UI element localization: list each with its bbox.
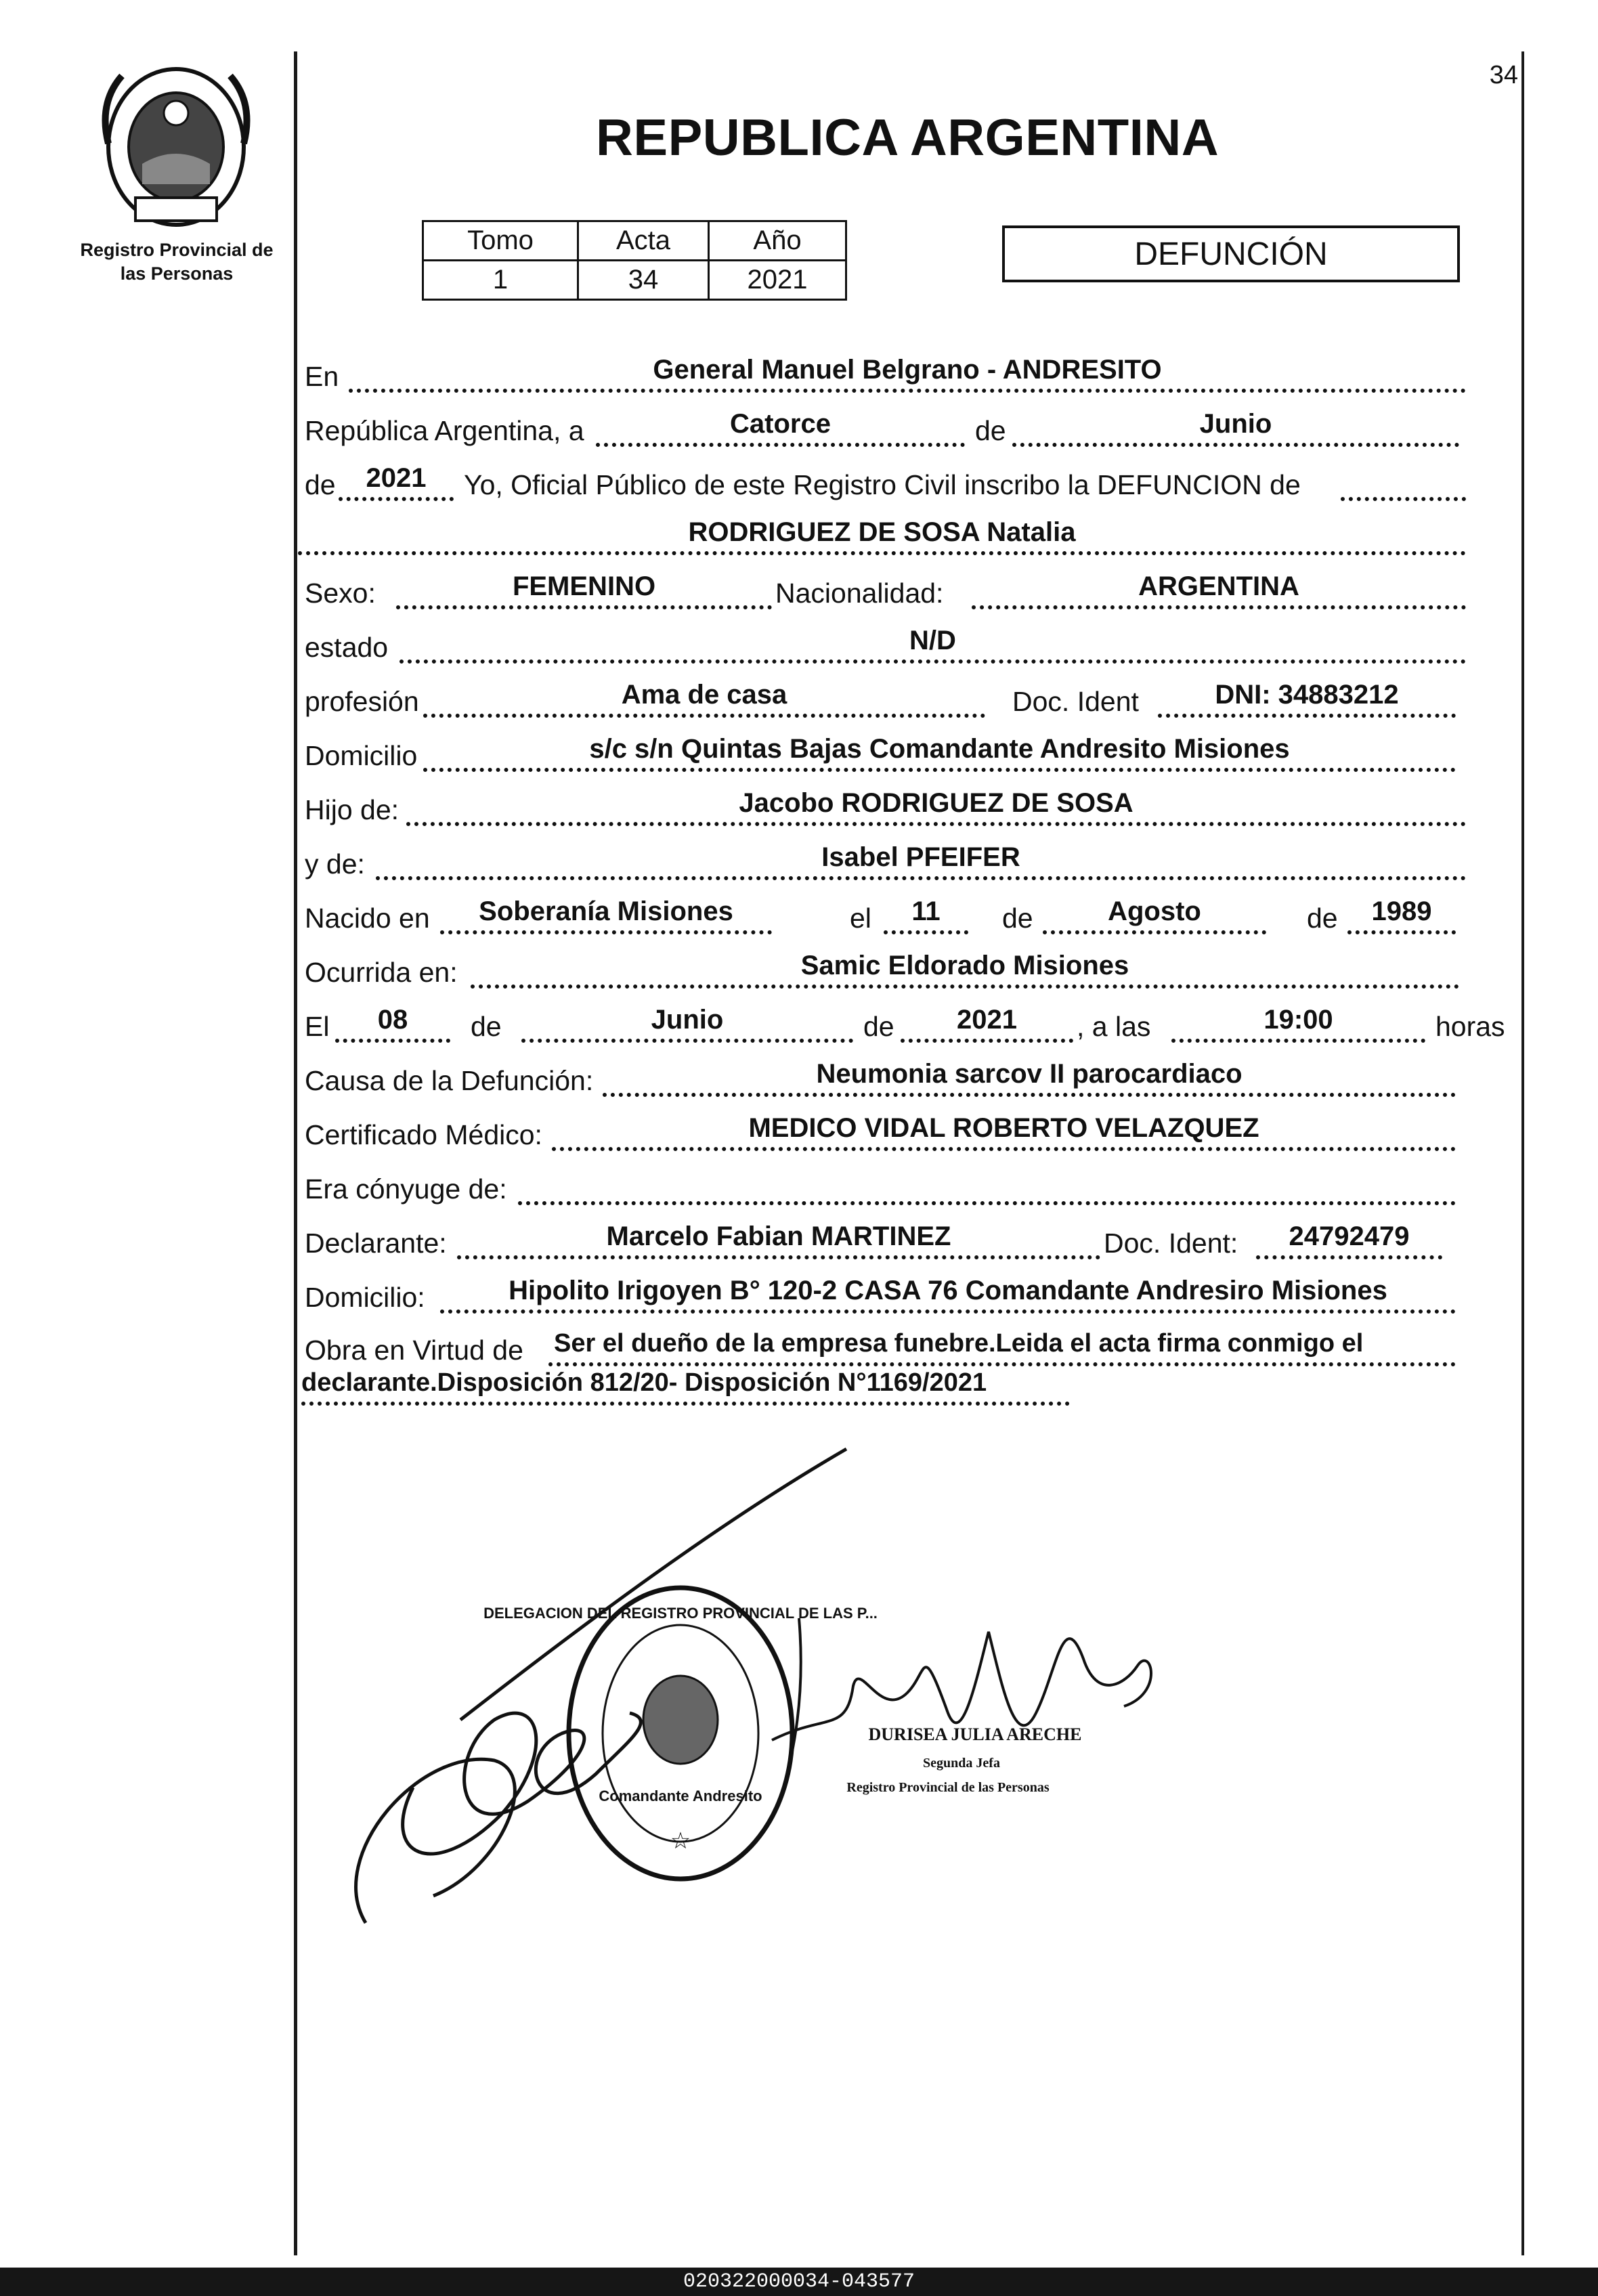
label-certificado: Certificado Médico:: [305, 1119, 542, 1150]
label-a-las: , a las: [1077, 1011, 1151, 1042]
registry-header-acta: Acta: [578, 221, 709, 261]
page-number: 34: [1489, 61, 1518, 89]
label-domicilio: Domicilio: [305, 740, 418, 771]
field-doc2: 24792479: [1256, 1219, 1442, 1259]
registry-value-acta: 34: [578, 261, 709, 300]
label-de-def-mes: de: [471, 1011, 502, 1042]
label-estado: estado: [305, 632, 389, 663]
field-doc: DNI: 34883212: [1158, 677, 1456, 718]
label-el-def: El: [305, 1011, 330, 1042]
label-de-nac-anio: de: [1307, 903, 1338, 934]
field-domicilio: s/c s/n Quintas Bajas Comandante Andresito Misiones: [423, 731, 1456, 772]
stamp-inner-text: Comandante Andresito: [599, 1788, 762, 1804]
field-nacionalidad: ARGENTINA: [972, 569, 1466, 609]
field-sexo: FEMENINO: [396, 569, 772, 609]
field-nac-dia: 11: [884, 894, 968, 934]
field-hora: 19:00: [1171, 1002, 1425, 1043]
registry-value-tomo: 1: [423, 261, 578, 300]
label-doc2: Doc. Ident:: [1104, 1228, 1238, 1259]
field-def-dia: 08: [335, 1002, 450, 1043]
left-margin-rule: [294, 51, 297, 2255]
field-domicilio2: Hipolito Irigoyen B° 120-2 CASA 76 Comandante Andresiro Misiones: [440, 1273, 1456, 1314]
label-en: En: [305, 361, 339, 392]
label-yo-text: Yo, Oficial Público de este Registro Civil inscribo la DEFUNCION de: [464, 469, 1301, 500]
field-nac-anio: 1989: [1347, 894, 1456, 934]
officer-org: Registro Provincial de las Personas: [846, 1780, 1050, 1795]
right-margin-rule: [1521, 51, 1524, 2255]
label-sexo: Sexo:: [305, 578, 376, 609]
field-profesion: Ama de casa: [423, 677, 985, 718]
page-title: REPUBLICA ARGENTINA: [596, 109, 1219, 167]
field-day-words: Catorce: [596, 406, 965, 447]
officer-name: DURISEA JULIA ARECHE: [868, 1725, 1082, 1744]
label-declarante: Declarante:: [305, 1228, 447, 1259]
field-estado: N/D: [400, 623, 1466, 664]
label-horas: horas: [1435, 1011, 1505, 1042]
field-def-anio: 2021: [901, 1002, 1073, 1043]
field-madre: Isabel PFEIFER: [376, 840, 1466, 880]
field-causa: Neumonia sarcov II parocardiaco: [603, 1056, 1456, 1097]
field-conyuge: [518, 1165, 1456, 1205]
label-el: el: [850, 903, 871, 934]
field-ocurrida: Samic Eldorado Misiones: [471, 948, 1459, 989]
label-ocurrida: Ocurrida en:: [305, 957, 458, 988]
label-profesion: profesión: [305, 686, 419, 717]
officer-signature: [745, 1578, 1178, 1835]
registry-table: [422, 220, 847, 301]
svg-text:☆: ☆: [670, 1828, 691, 1854]
label-nacionalidad: Nacionalidad:: [775, 578, 944, 609]
label-domicilio2: Domicilio:: [305, 1282, 425, 1313]
field-obra-line2: declarante.Disposición 812/20- Disposición N°1169/2021: [301, 1365, 1070, 1406]
label-obra: Obra en Virtud de: [305, 1335, 523, 1366]
label-de-month: de: [975, 415, 1006, 446]
province-seal-logo: [95, 62, 257, 232]
stamp-ring-text: DELEGACION DEL REGISTRO PROVINCIAL DE LAS P...: [483, 1605, 878, 1622]
act-type-box: DEFUNCIÓN: [1002, 225, 1460, 282]
label-conyuge: Era cónyuge de:: [305, 1173, 507, 1205]
field-blank-continuation: [1341, 460, 1466, 501]
field-month: Junio: [1012, 406, 1459, 447]
field-declarante: Marcelo Fabian MARTINEZ: [457, 1219, 1100, 1259]
label-hijo: Hijo de:: [305, 794, 400, 825]
registry-header-tomo: Tomo: [423, 221, 578, 261]
field-deceased-name: RODRIGUEZ DE SOSA Natalia: [298, 515, 1466, 555]
label-de-def-anio: de: [863, 1011, 894, 1042]
field-certificado: MEDICO VIDAL ROBERTO VELAZQUEZ: [552, 1110, 1456, 1151]
registry-header-anio: Año: [709, 221, 846, 261]
officer-role: Segunda Jefa: [923, 1756, 1000, 1771]
label-republica: República Argentina, a: [305, 415, 584, 446]
label-doc: Doc. Ident: [1012, 686, 1139, 717]
registry-value-anio: 2021: [709, 261, 846, 300]
field-nac-mes: Agosto: [1043, 894, 1266, 934]
label-causa: Causa de la Defunción:: [305, 1065, 594, 1096]
field-obra-line1: Ser el dueño de la empresa funebre.Leida el acta firma conmigo el: [548, 1326, 1456, 1366]
field-place: General Manuel Belgrano - ANDRESITO: [349, 352, 1466, 393]
label-nacido: Nacido en: [305, 903, 430, 934]
label-yde: y de:: [305, 848, 365, 880]
label-de-year: de: [305, 469, 336, 500]
field-nacido-lugar: Soberanía Misiones: [440, 894, 772, 934]
field-def-mes: Junio: [521, 1002, 853, 1043]
field-padre: Jacobo RODRIGUEZ DE SOSA: [406, 785, 1466, 826]
field-year: 2021: [339, 460, 454, 501]
label-de-nac-mes: de: [1002, 903, 1033, 934]
agency-name: Registro Provincial de las Personas: [80, 240, 274, 284]
barcode-footer: 020322000034-043577: [0, 2268, 1598, 2296]
